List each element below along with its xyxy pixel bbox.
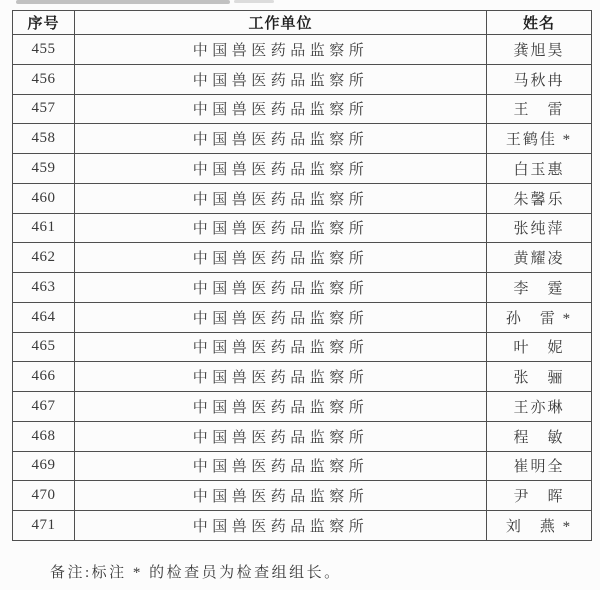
table-row: [13, 35, 592, 65]
name-cell: 叶 妮: [487, 332, 592, 362]
unit-cell: 中国兽医药品监察所: [75, 94, 487, 124]
unit-cell: 中国兽医药品监察所: [75, 421, 487, 451]
name-cell: 张 骊: [487, 362, 592, 392]
unit-cell: 中国兽医药品监察所: [75, 451, 487, 481]
serial-cell: 465: [13, 332, 75, 362]
serial-cell: 458: [13, 124, 75, 154]
serial-cell: 466: [13, 362, 75, 392]
unit-cell: 中国兽医药品监察所: [75, 124, 487, 154]
table-row: [13, 124, 592, 154]
name-cell: 王 雷: [487, 94, 592, 124]
table-row: [13, 511, 592, 541]
table-row: [13, 154, 592, 184]
table-body: [13, 35, 592, 541]
table-row: [13, 362, 592, 392]
unit-cell: 中国兽医药品监察所: [75, 332, 487, 362]
table-row: [13, 421, 592, 451]
serial-cell: 469: [13, 451, 75, 481]
unit-cell: 中国兽医药品监察所: [75, 243, 487, 273]
unit-cell: 中国兽医药品监察所: [75, 481, 487, 511]
header-name: 姓名: [487, 11, 592, 35]
serial-cell: 462: [13, 243, 75, 273]
serial-cell: 463: [13, 273, 75, 303]
unit-cell: 中国兽医药品监察所: [75, 511, 487, 541]
table-row: [13, 64, 592, 94]
name-cell: 程 敏: [487, 421, 592, 451]
header-serial: 序号: [13, 11, 75, 35]
unit-cell: 中国兽医药品监察所: [75, 302, 487, 332]
serial-cell: 461: [13, 213, 75, 243]
scan-artifact: [234, 0, 274, 3]
table-row: [13, 94, 592, 124]
name-cell: 黄耀凌: [487, 243, 592, 273]
header-row: [13, 11, 592, 35]
serial-cell: 464: [13, 302, 75, 332]
table-row: [13, 451, 592, 481]
unit-cell: 中国兽医药品监察所: [75, 213, 487, 243]
unit-cell: 中国兽医药品监察所: [75, 183, 487, 213]
table-row: [13, 481, 592, 511]
name-cell: 张纯萍: [487, 213, 592, 243]
name-cell: 白玉惠: [487, 154, 592, 184]
table-row: [13, 392, 592, 422]
inspectors-table: [12, 10, 592, 541]
name-cell: 马秋冉: [487, 64, 592, 94]
table-row: [13, 213, 592, 243]
unit-cell: 中国兽医药品监察所: [75, 154, 487, 184]
name-cell: 龚旭昊: [487, 35, 592, 65]
serial-cell: 470: [13, 481, 75, 511]
scan-artifact: [16, 0, 230, 4]
footnote: 备注:标注 * 的检查员为检查组组长。: [50, 565, 342, 581]
name-cell: 王鹤佳 *: [487, 124, 592, 154]
unit-cell: 中国兽医药品监察所: [75, 273, 487, 303]
unit-cell: 中国兽医药品监察所: [75, 64, 487, 94]
header-work-unit: 工作单位: [75, 11, 487, 35]
table-row: [13, 302, 592, 332]
serial-cell: 471: [13, 511, 75, 541]
name-cell: 孙 雷 *: [487, 302, 592, 332]
unit-cell: 中国兽医药品监察所: [75, 35, 487, 65]
name-cell: 李 霆: [487, 273, 592, 303]
name-cell: 朱馨乐: [487, 183, 592, 213]
serial-cell: 455: [13, 35, 75, 65]
table-row: [13, 273, 592, 303]
name-cell: 王亦琳: [487, 392, 592, 422]
serial-cell: 456: [13, 64, 75, 94]
serial-cell: 457: [13, 94, 75, 124]
unit-cell: 中国兽医药品监察所: [75, 362, 487, 392]
serial-cell: 459: [13, 154, 75, 184]
serial-cell: 467: [13, 392, 75, 422]
serial-cell: 468: [13, 421, 75, 451]
name-cell: 尹 晖: [487, 481, 592, 511]
name-cell: 崔明全: [487, 451, 592, 481]
serial-cell: 460: [13, 183, 75, 213]
table-row: [13, 332, 592, 362]
table-row: [13, 243, 592, 273]
name-cell: 刘 燕 *: [487, 511, 592, 541]
unit-cell: 中国兽医药品监察所: [75, 392, 487, 422]
table-row: [13, 183, 592, 213]
table-header: [13, 11, 592, 35]
